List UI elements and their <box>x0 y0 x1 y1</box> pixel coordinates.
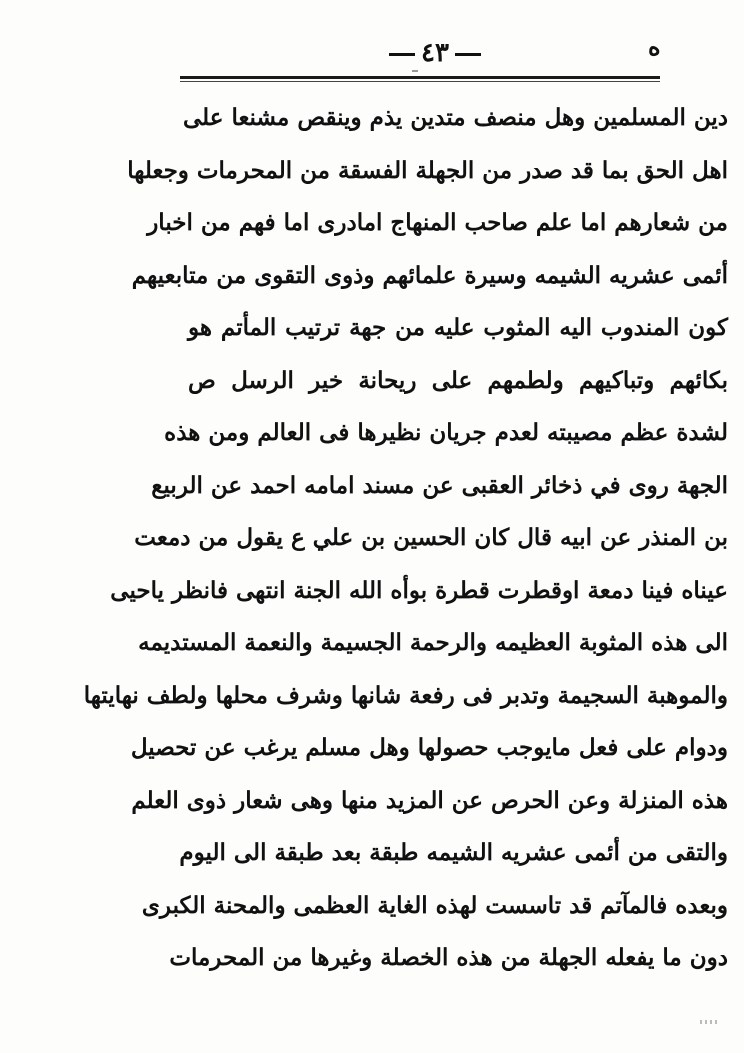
right-dash <box>389 53 415 56</box>
text-line: كون المندوب اليه المثوب عليه من جهة ترتيب المأتم هو <box>188 314 728 341</box>
text-line: أئمى عشريه الشيمه وسيرة علمائهم وذوى التقوى من متابعيهم <box>131 261 728 289</box>
text-line: والموهبة السجيمة وتدبر فى رفعة شانها وشرف محلها ولطف نهايتها <box>83 681 728 709</box>
scan-specks <box>700 1020 720 1024</box>
text-line: الجهة روى في ذخائر العقبى عن مسند امامه احمد عن الربيع <box>151 471 728 499</box>
header-rule-thin <box>180 81 660 82</box>
text-line: هذه المنزلة وعن الحرص عن المزيد منها وهى شعار ذوى العلم <box>131 786 728 814</box>
text-line: اهل الحق بما قد صدر من الجهلة الفسقة من المحرمات وجعلها <box>127 156 728 184</box>
text-line: عيناه فينا دمعة اوقطرت قطرة بوأه الله الجنة انتهى فانظر ياحيى <box>110 576 728 604</box>
corner-mark: ه <box>648 32 661 61</box>
text-line: وبعده فالمآتم قد تاسست لهذه الغاية العظمى والمحنة الكبرى <box>141 891 728 919</box>
text-line: دين المسلمين وهل منصف متدين يذم وينقص مشنعا على <box>182 104 728 131</box>
text-line: والتقى من أئمى عشريه الشيمه طبقة بعد طبقة الى اليوم <box>179 839 728 866</box>
page-number-text: ٤٣ <box>421 38 449 68</box>
left-dash <box>455 53 481 56</box>
text-line: من شعارهم اما علم صاحب المنهاج امادرى اما فهم من اخبار <box>147 209 728 236</box>
text-line: بن المنذر عن ابيه قال كان الحسين بن علي ع يقول من دمعت <box>134 524 728 551</box>
text-line: لشدة عظم مصيبته لعدم جريان نظيرها فى العالم ومن هذه <box>164 419 728 446</box>
text-line: دون ما يفعله الجهلة من هذه الخصلة وغيرها من المحرمات <box>169 944 728 971</box>
body-text <box>83 92 728 985</box>
page-number <box>380 38 490 68</box>
header-rule <box>180 76 660 79</box>
text-line: الى هذه المثوبة العظيمه والرحمة الجسيمة والنعمة المستديمه <box>138 629 728 656</box>
text-line: بكائهم وتباكيهم ولطمهم على ريحانة خير الرسل ص <box>188 366 728 394</box>
text-line: ودوام على فعل مايوجب حصولها وهل مسلم يرغب عن تحصيل <box>130 734 728 761</box>
page-header <box>180 30 660 82</box>
ink-speck <box>412 70 418 72</box>
